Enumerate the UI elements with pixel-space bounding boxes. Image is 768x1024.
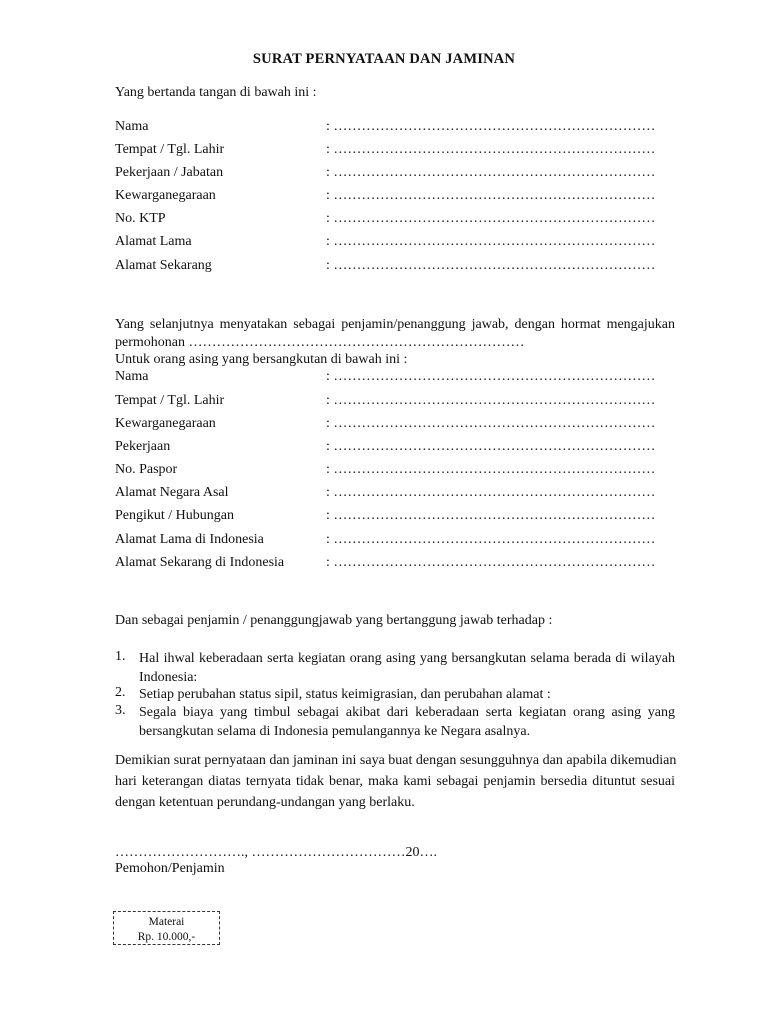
intro-text: Yang bertanda tangan di bawah ini :	[115, 85, 317, 100]
field-label: Alamat Lama di Indonesia	[115, 532, 264, 547]
field-blank: : ……………………………………………………………	[326, 142, 656, 157]
field-blank: : ……………………………………………………………	[326, 393, 656, 408]
list-number: 1.	[115, 649, 126, 664]
list-text: Setiap perubahan status sipil, status keimigrasian, dan perubahan alamat :	[139, 687, 551, 702]
foreigner-field-row	[115, 485, 675, 503]
closing-line: Demikian surat pernyataan dan jaminan ini saya buat dengan sesungguhnya dan apabila dikemudian	[115, 753, 677, 768]
foreigner-field-row	[115, 462, 675, 480]
field-label: Alamat Lama	[115, 234, 192, 249]
field-blank: : ……………………………………………………………	[326, 439, 656, 454]
foreigner-field-row	[115, 416, 675, 434]
date-line: ………………………., ……………………………20….	[115, 845, 437, 860]
field-blank: : ……………………………………………………………	[326, 188, 656, 203]
list-text: Indonesia:	[139, 670, 198, 685]
field-blank: : ……………………………………………………………	[326, 532, 656, 547]
document-title: SURAT PERNYATAAN DAN JAMINAN	[252, 51, 516, 67]
field-label: Tempat / Tgl. Lahir	[115, 393, 225, 408]
statement-line: permohonan ………………………………………………………………	[115, 335, 525, 350]
list-number: 2.	[115, 685, 126, 700]
field-blank: : ……………………………………………………………	[326, 211, 656, 226]
guarantor-field-row	[115, 258, 675, 276]
list-number: 3.	[115, 703, 126, 718]
field-blank: : ……………………………………………………………	[326, 369, 656, 384]
guarantor-field-row	[115, 234, 675, 252]
field-label: Nama	[115, 369, 149, 384]
signatory-label: Pemohon/Penjamin	[115, 861, 225, 876]
statement-line: Yang selanjutnya menyatakan sebagai penjamin/penanggung jawab, dengan hormat mengajukan	[115, 317, 675, 332]
list-text: bersangkutan selama di Indonesia pemulangannya ke Negara asalnya.	[139, 724, 531, 739]
foreigner-field-row	[115, 555, 675, 573]
foreigner-field-row	[115, 369, 675, 387]
field-label: No. Paspor	[115, 462, 178, 477]
field-label: Nama	[115, 119, 149, 134]
responsibility-intro: Dan sebagai penjamin / penanggungjawab yang bertanggung jawab terhadap :	[115, 613, 553, 628]
guarantor-field-row	[115, 188, 675, 206]
foreigner-field-row	[115, 508, 675, 526]
field-label: Pengikut / Hubungan	[115, 508, 234, 523]
closing-paragraph	[115, 750, 675, 813]
field-label: Tempat / Tgl. Lahir	[115, 142, 225, 157]
field-label: Pekerjaan	[115, 439, 171, 454]
guarantor-field-row	[115, 165, 675, 183]
closing-line: hari keterangan diatas ternyata tidak benar, maka kami sebagai penjamin bersedia dituntut sesuai	[115, 774, 675, 789]
foreigner-intro: Untuk orang asing yang bersangkutan di bawah ini :	[115, 352, 408, 367]
field-blank: : ……………………………………………………………	[326, 234, 656, 249]
foreigner-field-row	[115, 439, 675, 457]
field-label: Pekerjaan / Jabatan	[115, 165, 224, 180]
stamp-label: Materai	[148, 916, 185, 928]
field-blank: : ……………………………………………………………	[326, 165, 656, 180]
guarantor-field-row	[115, 211, 675, 229]
field-label: No. KTP	[115, 211, 166, 226]
field-blank: : ……………………………………………………………	[326, 119, 656, 134]
stamp-box	[113, 911, 220, 945]
field-blank: : ……………………………………………………………	[326, 258, 656, 273]
field-blank: : ……………………………………………………………	[326, 508, 656, 523]
guarantor-field-row	[115, 142, 675, 160]
field-blank: : ……………………………………………………………	[326, 485, 656, 500]
field-label: Alamat Sekarang di Indonesia	[115, 555, 285, 570]
guarantor-field-row	[115, 119, 675, 137]
stamp-amount: Rp. 10.000,-	[137, 931, 196, 943]
closing-line: dengan ketentuan perundang-undangan yang berlaku.	[115, 795, 415, 810]
field-label: Alamat Sekarang	[115, 258, 212, 273]
foreigner-field-row	[115, 393, 675, 411]
field-blank: : ……………………………………………………………	[326, 462, 656, 477]
list-text: Segala biaya yang timbul sebagai akibat dari keberadaan serta kegiatan orang asing yang	[139, 705, 675, 720]
field-label: Kewarganegaraan	[115, 416, 216, 431]
field-blank: : ……………………………………………………………	[326, 555, 656, 570]
field-blank: : ……………………………………………………………	[326, 416, 656, 431]
field-label: Kewarganegaraan	[115, 188, 216, 203]
field-label: Alamat Negara Asal	[115, 485, 229, 500]
list-text: Hal ihwal keberadaan serta kegiatan orang asing yang bersangkutan selama berada di wilayah	[139, 651, 675, 666]
foreigner-field-row	[115, 532, 675, 550]
